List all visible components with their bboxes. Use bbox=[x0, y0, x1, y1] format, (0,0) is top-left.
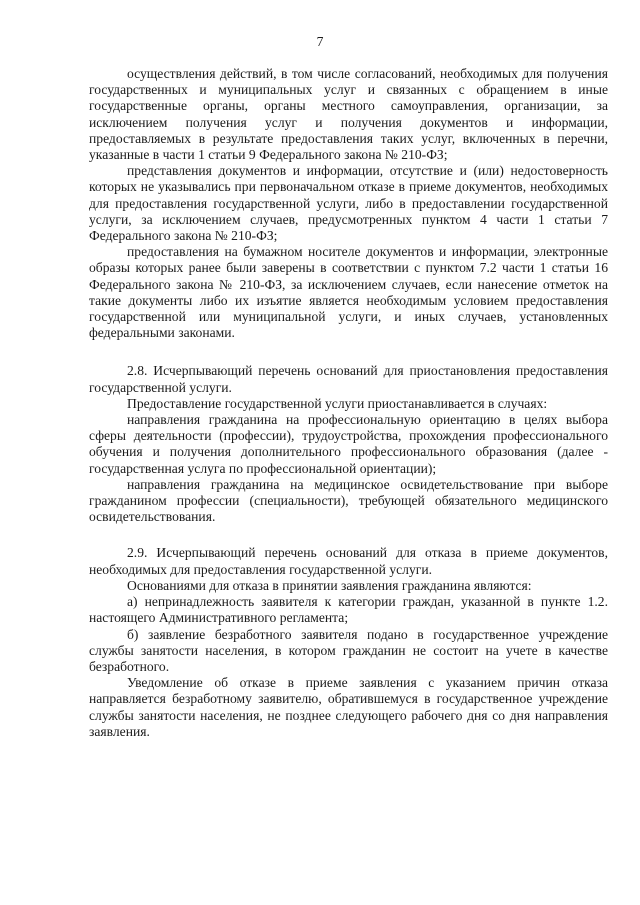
section-gap bbox=[89, 525, 608, 545]
paragraph: 2.9. Исчерпывающий перечень оснований для отказа в приеме документов, необходимых для предоставления государственной услуги. bbox=[89, 545, 608, 577]
section-gap bbox=[89, 341, 608, 363]
paragraph: Предоставление государственной услуги приостанавливается в случаях: bbox=[127, 395, 548, 411]
paragraph: Уведомление об отказе в приеме заявления с указанием причин отказа направляется безработному заявителю, обратившемуся в государственное учреждение службы занятости населения, не позднее следующего рабочего дня со дня направления заявления. bbox=[89, 675, 608, 739]
paragraph: направления гражданина на медицинское освидетельствование при выборе гражданином профессии (специальности), требующей обязательного медицинского освидетельствования. bbox=[89, 476, 608, 525]
paragraph: б) заявление безработного заявителя подано в государственное учреждение службы занятости населения, в котором гражданин не состоит на учете в качестве безработного. bbox=[89, 626, 608, 674]
paragraph: Основаниями для отказа в принятии заявления гражданина являются: bbox=[127, 577, 532, 593]
document-body bbox=[89, 66, 608, 740]
paragraph: предоставления на бумажном носителе документов и информации, электронные образы которых ранее были заверены в соответствии с пунктом 7.2 части 1 статьи 16 Федерального закона № 210-ФЗ, за исключением случаев, если нанесение отметок на такие документы либо их изъятие является необходимым условием предоставления государственной или муниципальной услуги, и иных случаев, установленных федеральными законами. bbox=[89, 244, 608, 341]
paragraph: осуществления действий, в том числе согласований, необходимых для получения государственных и муниципальных услуг и связанных с обращением в иные государственные органы, органы местного самоуправления, организации, за исключением получения услуг и получения документов и информации, предоставляемых в результате предоставления таких услуг, включенных в перечни, указанные в части 1 статьи 9 Федерального закона № 210-ФЗ; bbox=[89, 66, 608, 163]
page-number: 7 bbox=[316, 34, 324, 49]
paragraph: направления гражданина на профессиональную ориентацию в целях выбора сферы деятельности (профессии), трудоустройства, прохождения профессионального обучения и получения дополнительного профессионального образования (далее - государственная услуга по профессиональной ориентации); bbox=[89, 412, 608, 476]
paragraph: представления документов и информации, отсутствие и (или) недостоверность которых не указывались при первоначальном отказе в приеме документов, необходимых для предоставления государственной услуги, либо в предоставлении государственной услуги, за исключением случаев, предусмотренных пунктом 4 части 1 статьи 7 Федерального закона № 210-ФЗ; bbox=[89, 163, 608, 244]
paragraph: 2.8. Исчерпывающий перечень оснований для приостановления предоставления государственной услуги. bbox=[89, 363, 608, 395]
paragraph: а) непринадлежность заявителя к категории граждан, указанной в пункте 1.2. настоящего Административного регламента; bbox=[89, 594, 608, 626]
